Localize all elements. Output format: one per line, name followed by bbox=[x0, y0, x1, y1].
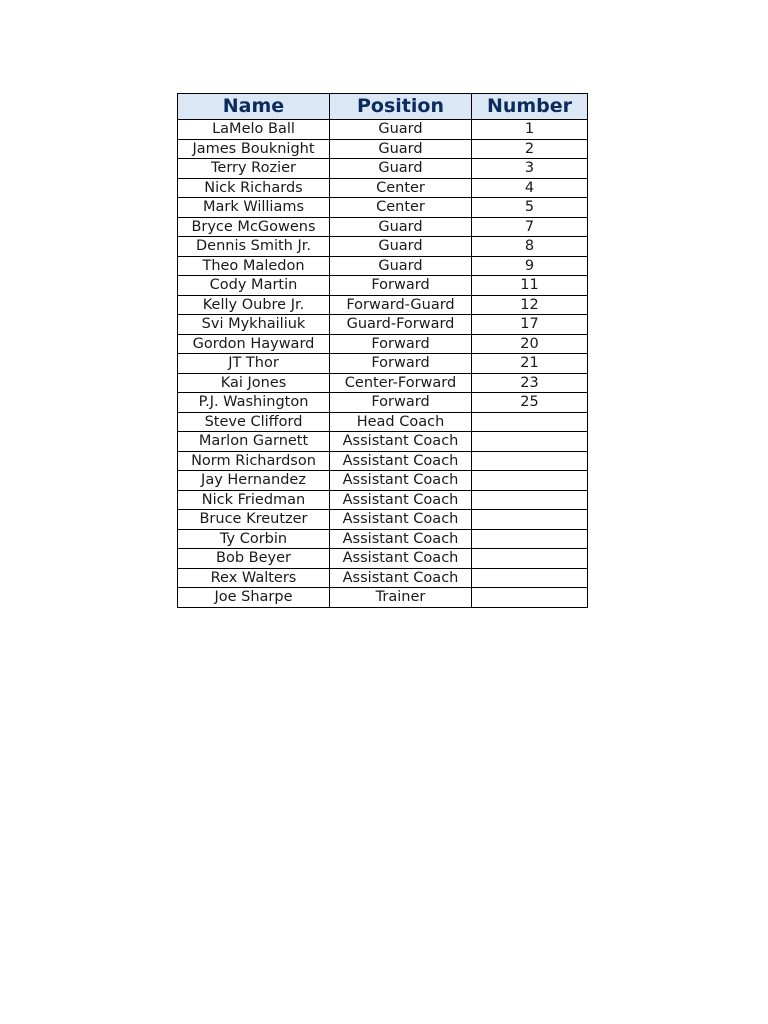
cell-name: Jay Hernandez bbox=[178, 471, 330, 491]
cell-position: Assistant Coach bbox=[330, 510, 472, 530]
cell-number: 9 bbox=[472, 256, 588, 276]
table-row bbox=[178, 412, 588, 432]
cell-name: James Bouknight bbox=[178, 139, 330, 159]
cell-number: 8 bbox=[472, 237, 588, 257]
cell-position: Head Coach bbox=[330, 412, 472, 432]
cell-position: Forward-Guard bbox=[330, 295, 472, 315]
header-number: Number bbox=[472, 94, 588, 120]
table-row bbox=[178, 568, 588, 588]
cell-name: LaMelo Ball bbox=[178, 120, 330, 140]
cell-position: Trainer bbox=[330, 588, 472, 608]
cell-number bbox=[472, 588, 588, 608]
table-row bbox=[178, 373, 588, 393]
table-row bbox=[178, 178, 588, 198]
roster-table bbox=[177, 93, 588, 608]
header-name: Name bbox=[178, 94, 330, 120]
cell-position: Forward bbox=[330, 276, 472, 296]
cell-position: Assistant Coach bbox=[330, 549, 472, 569]
cell-name: Nick Friedman bbox=[178, 490, 330, 510]
table-row bbox=[178, 120, 588, 140]
cell-position: Assistant Coach bbox=[330, 568, 472, 588]
cell-position: Guard-Forward bbox=[330, 315, 472, 335]
cell-position: Center bbox=[330, 198, 472, 218]
table-row bbox=[178, 139, 588, 159]
cell-number bbox=[472, 549, 588, 569]
cell-number bbox=[472, 412, 588, 432]
cell-number: 1 bbox=[472, 120, 588, 140]
table-row bbox=[178, 451, 588, 471]
cell-position: Guard bbox=[330, 256, 472, 276]
cell-number bbox=[472, 510, 588, 530]
cell-name: Gordon Hayward bbox=[178, 334, 330, 354]
cell-number bbox=[472, 529, 588, 549]
cell-number bbox=[472, 432, 588, 452]
table-row bbox=[178, 393, 588, 413]
cell-position: Forward bbox=[330, 354, 472, 374]
cell-number: 3 bbox=[472, 159, 588, 179]
table-row bbox=[178, 529, 588, 549]
cell-position: Center-Forward bbox=[330, 373, 472, 393]
table-row bbox=[178, 432, 588, 452]
cell-position: Assistant Coach bbox=[330, 451, 472, 471]
cell-number: 5 bbox=[472, 198, 588, 218]
cell-name: Rex Walters bbox=[178, 568, 330, 588]
cell-name: Svi Mykhailiuk bbox=[178, 315, 330, 335]
cell-name: Marlon Garnett bbox=[178, 432, 330, 452]
cell-name: Bryce McGowens bbox=[178, 217, 330, 237]
cell-name: Cody Martin bbox=[178, 276, 330, 296]
roster-table-body bbox=[178, 120, 588, 608]
cell-position: Assistant Coach bbox=[330, 471, 472, 491]
cell-name: Steve Clifford bbox=[178, 412, 330, 432]
cell-name: Bruce Kreutzer bbox=[178, 510, 330, 530]
table-row bbox=[178, 510, 588, 530]
table-row bbox=[178, 549, 588, 569]
cell-number: 23 bbox=[472, 373, 588, 393]
table-row bbox=[178, 490, 588, 510]
cell-name: Norm Richardson bbox=[178, 451, 330, 471]
cell-name: Bob Beyer bbox=[178, 549, 330, 569]
cell-position: Guard bbox=[330, 139, 472, 159]
cell-position: Assistant Coach bbox=[330, 529, 472, 549]
cell-name: Joe Sharpe bbox=[178, 588, 330, 608]
cell-position: Center bbox=[330, 178, 472, 198]
table-row bbox=[178, 159, 588, 179]
table-row bbox=[178, 354, 588, 374]
cell-position: Guard bbox=[330, 159, 472, 179]
cell-number: 4 bbox=[472, 178, 588, 198]
header-row bbox=[178, 94, 588, 120]
cell-name: Ty Corbin bbox=[178, 529, 330, 549]
table-row bbox=[178, 276, 588, 296]
cell-number: 7 bbox=[472, 217, 588, 237]
roster-table-header bbox=[178, 94, 588, 120]
cell-number: 11 bbox=[472, 276, 588, 296]
cell-name: Theo Maledon bbox=[178, 256, 330, 276]
header-position: Position bbox=[330, 94, 472, 120]
cell-position: Forward bbox=[330, 334, 472, 354]
cell-number: 12 bbox=[472, 295, 588, 315]
cell-name: Kelly Oubre Jr. bbox=[178, 295, 330, 315]
cell-name: Nick Richards bbox=[178, 178, 330, 198]
cell-number: 2 bbox=[472, 139, 588, 159]
table-row bbox=[178, 256, 588, 276]
table-row bbox=[178, 588, 588, 608]
cell-name: Mark Williams bbox=[178, 198, 330, 218]
cell-name: P.J. Washington bbox=[178, 393, 330, 413]
cell-position: Assistant Coach bbox=[330, 432, 472, 452]
cell-name: Kai Jones bbox=[178, 373, 330, 393]
cell-number: 21 bbox=[472, 354, 588, 374]
cell-position: Guard bbox=[330, 217, 472, 237]
table-row bbox=[178, 217, 588, 237]
cell-number bbox=[472, 451, 588, 471]
table-row bbox=[178, 334, 588, 354]
cell-name: Dennis Smith Jr. bbox=[178, 237, 330, 257]
table-row bbox=[178, 315, 588, 335]
table-row bbox=[178, 295, 588, 315]
cell-position: Guard bbox=[330, 120, 472, 140]
cell-position: Forward bbox=[330, 393, 472, 413]
cell-number: 17 bbox=[472, 315, 588, 335]
cell-position: Assistant Coach bbox=[330, 490, 472, 510]
cell-name: JT Thor bbox=[178, 354, 330, 374]
cell-position: Guard bbox=[330, 237, 472, 257]
cell-number: 20 bbox=[472, 334, 588, 354]
table-row bbox=[178, 198, 588, 218]
cell-number: 25 bbox=[472, 393, 588, 413]
cell-number bbox=[472, 568, 588, 588]
cell-number bbox=[472, 490, 588, 510]
cell-name: Terry Rozier bbox=[178, 159, 330, 179]
table-row bbox=[178, 471, 588, 491]
table-row bbox=[178, 237, 588, 257]
cell-number bbox=[472, 471, 588, 491]
